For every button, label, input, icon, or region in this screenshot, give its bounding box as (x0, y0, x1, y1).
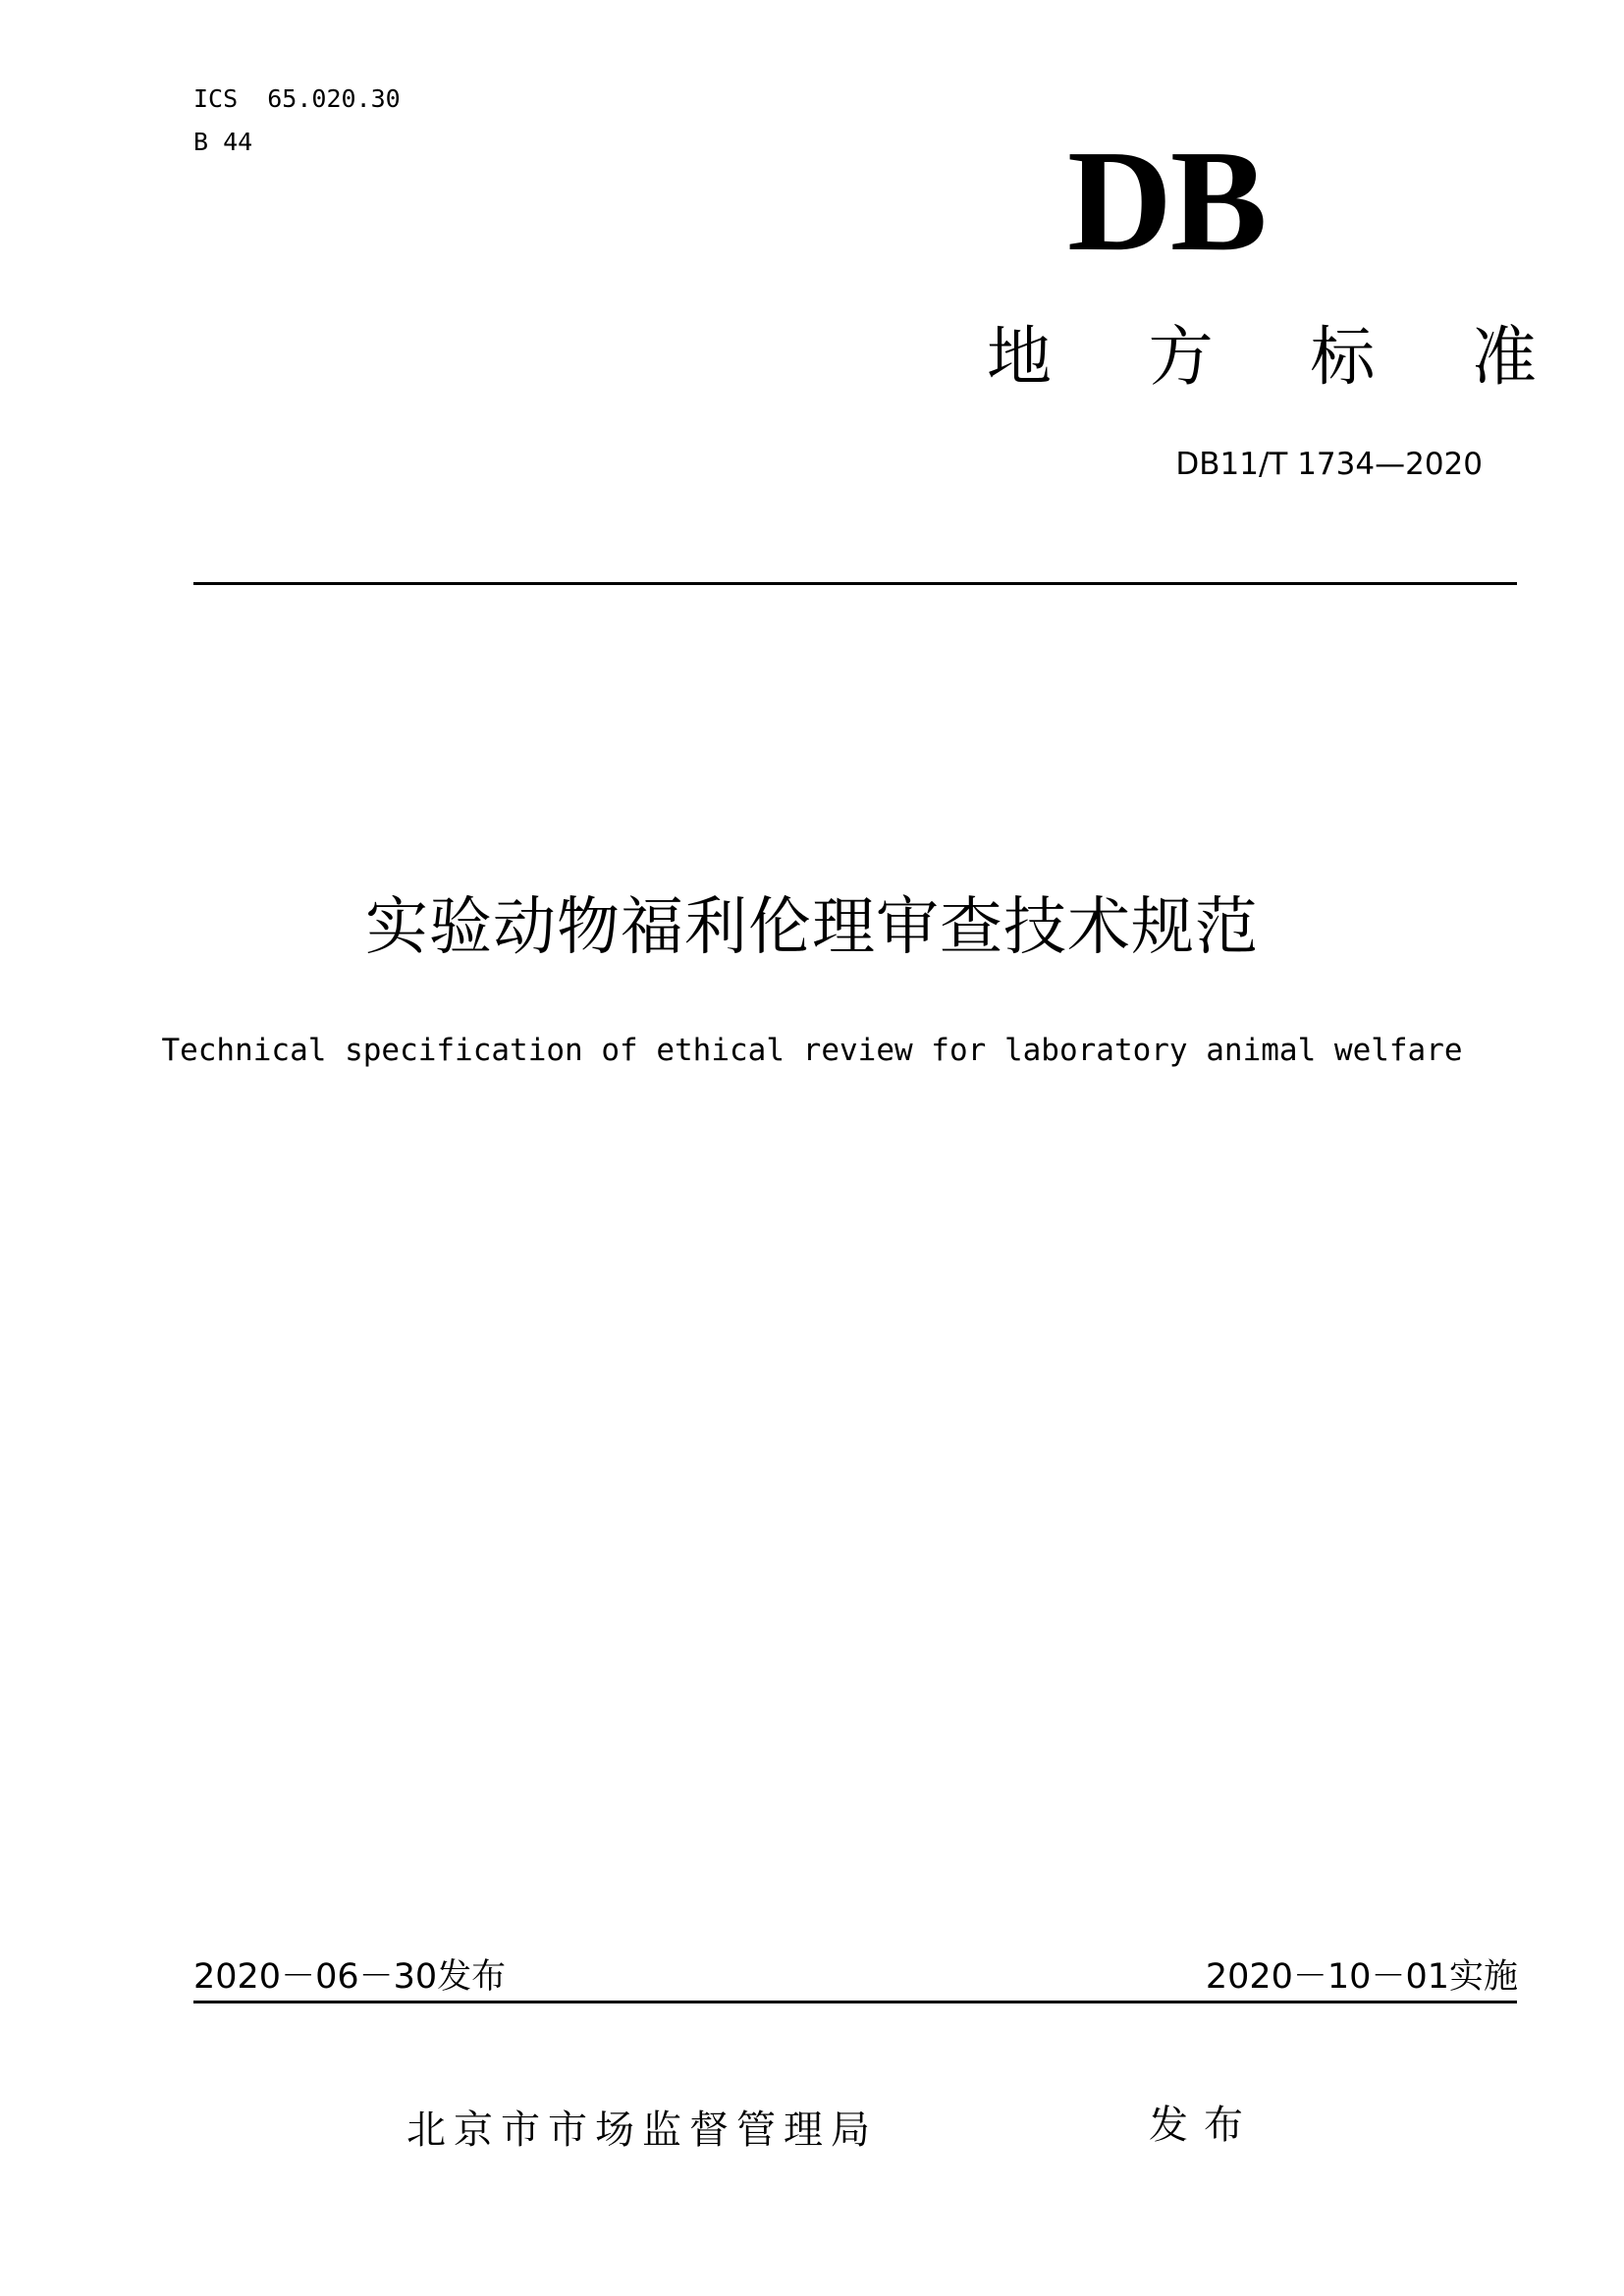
standard-type-char: 标 (1310, 319, 1376, 395)
publish-label: 发布 (1149, 2103, 1259, 2148)
ics-code: ICS 65.020.30 (193, 84, 401, 113)
ccs-code: B 44 (193, 128, 253, 156)
standard-type-char: 地 (987, 319, 1052, 395)
implementation-date: 2020－10－01实施 (1205, 1957, 1518, 1997)
standard-type-char: 方 (1148, 319, 1214, 395)
standard-type-char: 准 (1471, 319, 1537, 395)
header-divider (193, 582, 1517, 585)
issue-date: 2020－06－30发布 (193, 1957, 507, 1997)
db-logo: DB (1067, 121, 1266, 282)
standard-code: DB11/T 1734—2020 (1175, 447, 1483, 482)
title-english: Technical specification of ethical review for laboratory animal welfare (161, 1033, 1463, 1068)
publisher-name: 北京市市场监督管理局 (406, 2108, 878, 2153)
title-chinese: 实验动物福利伦理审查技术规范 (365, 891, 1259, 964)
standard-type (987, 318, 1537, 397)
footer-divider (193, 2001, 1517, 2003)
